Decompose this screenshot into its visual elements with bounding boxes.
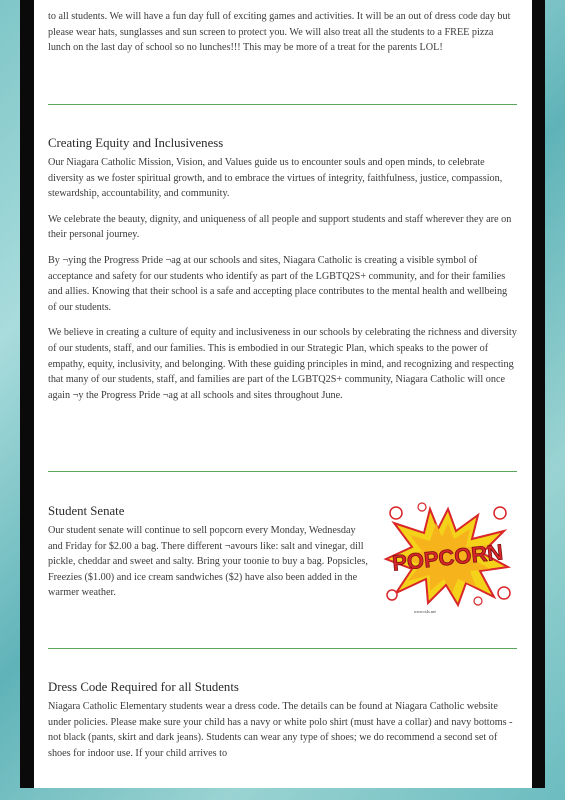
dress-code-section xyxy=(48,680,518,761)
newsletter-page xyxy=(34,0,532,788)
intro-section xyxy=(48,9,518,56)
student-senate-heading: Student Senate xyxy=(48,504,125,518)
equity-paragraph-2: We celebrate the beauty, dignity, and uniqueness of all people and support students and staff wherever they are on their personal journey. xyxy=(48,213,512,241)
section-divider xyxy=(48,104,517,105)
student-senate-section xyxy=(48,504,368,601)
equity-section xyxy=(48,136,518,403)
dress-code-paragraph: Niagara Catholic Elementary students wear a dress code. The details can be found at Niagara Catholic website under policies. Please make sure your child has a navy or white polo shirt (must have a collar) and navy bottoms - not black (pants, skirt and dark jeans). Students can wear any type of shoes; we do recommend a second set of shoes for indoor use. If your child arrives to xyxy=(48,701,513,759)
dress-code-heading: Dress Code Required for all Students xyxy=(48,680,239,694)
section-divider xyxy=(48,471,517,472)
image-credit: www.ct4s.net xyxy=(414,609,436,614)
right-border-band xyxy=(532,0,545,788)
section-divider xyxy=(48,648,517,649)
equity-paragraph-4: We believe in creating a culture of equity and inclusiveness in our schools by celebrating the richness and diversity of our students, staff, and our families. This is embodied in our Strategic Plan, which speaks to the power of empathy, equity, inclusivity, and belonging. With these guiding principles in mind, and recognizing and respecting that many of our students, staff, and families are part of the LGBTQ2S+ community, Niagara Catholic will once again ¬y the Progress Pride ¬ag at all schools and sites throughout June. xyxy=(48,327,517,401)
popcorn-label: POPCORN xyxy=(391,539,505,576)
student-senate-paragraph: Our student senate will continue to sell popcorn every Monday, Wednesday and Friday for $2.00 a bag. There different ¬avours like: salt and vinegar, dill pickle, cheddar and sweet and salty. Bring your toonie to buy a bag. Popsicles, Freezies ($1.00) and ice cream sandwiches ($2) have also been added in the warmer weather. xyxy=(48,525,368,599)
equity-paragraph-3: By ¬ying the Progress Pride ¬ag at our schools and sites, Niagara Catholic is creating a visible symbol of acceptance and safety for our students who identify as part of the LGBTQ2S+ community, and for their families and allies. Knowing that their school is a safe and accepting place contributes to the mental health and wellbeing of our students. xyxy=(48,254,508,313)
equity-heading: Creating Equity and Inclusiveness xyxy=(48,136,224,150)
equity-paragraph-1: Our Niagara Catholic Mission, Vision, and Values guide us to encounter souls and open minds, to celebrate diversity as we foster spiritual growth, and to embrace the virtues of integrity, faithfulness, justice, compassion, stewardship, accountability, and community. xyxy=(48,157,503,200)
popcorn-illustration xyxy=(382,501,514,609)
popcorn-image xyxy=(382,501,514,609)
left-border-band xyxy=(20,0,34,788)
intro-paragraph: to all students. We will have a fun day full of exciting games and activities. It will be an out of dress code day but please wear hats, sunglasses and sun screen to protect you. We will also treat all the students to a FREE pizza lunch on the last day of school so no lunches!!! This may be more of a treat for the parents LOL! xyxy=(48,11,511,54)
